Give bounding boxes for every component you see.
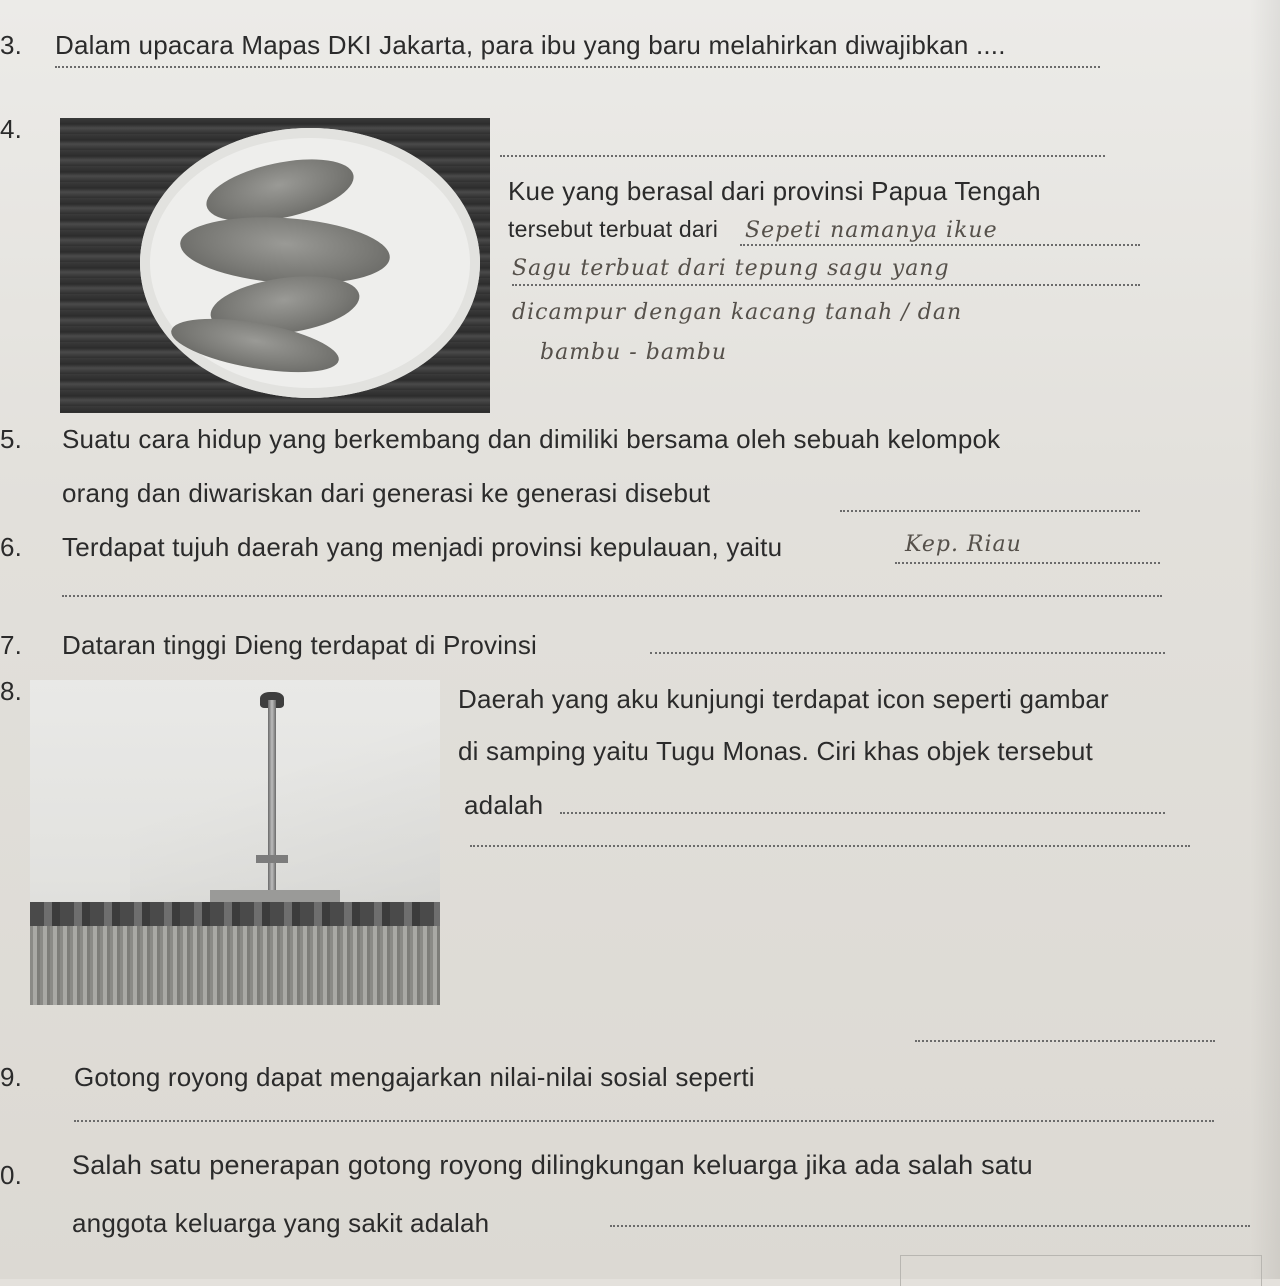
q8-text-line3: adalah (464, 790, 544, 820)
q6-answer-line (895, 562, 1160, 564)
q8-text-line2: di samping yaitu Tugu Monas. Ciri khas objek tersebut (458, 736, 1093, 766)
q10-number: 0. (0, 1160, 23, 1190)
monas-photo (30, 680, 440, 1005)
q6-text: Terdapat tujuh daerah yang menjadi provinsi kepulauan, yaitu (62, 532, 783, 562)
page-edge-shadow (1250, 0, 1280, 1279)
q5-number: 5. (0, 424, 23, 454)
q9-answer-line (915, 1040, 1215, 1042)
q8-answer-line (560, 812, 1165, 814)
q10-text-line2: anggota keluarga yang sakit adalah (72, 1208, 490, 1238)
sky (130, 680, 440, 920)
q6-answer-line (62, 595, 1162, 597)
q4-top-line (500, 155, 1105, 157)
monas-cup (256, 855, 288, 863)
q5-text-line1: Suatu cara hidup yang berkembang dan dimiliki bersama oleh sebuah kelompok (62, 424, 1001, 454)
q7-text: Dataran tinggi Dieng terdapat di Provinsi (62, 630, 538, 660)
q3-answer-line (55, 66, 1100, 68)
q3-text: Dalam upacara Mapas DKI Jakarta, para ibu yang baru melahirkan diwajibkan .... (55, 30, 1006, 60)
q8-number: 8. (0, 676, 23, 706)
q4-handwriting-line3: dicampur dengan kacang tanah / dan (512, 300, 963, 325)
q4-number: 4. (0, 114, 23, 144)
q4-handwriting-line4: bambu - bambu (540, 340, 728, 365)
q4-text-line1: Kue yang berasal dari provinsi Papua Tengah (508, 176, 1041, 206)
q8-answer-line (470, 845, 1190, 847)
q9-number: 9. (0, 1062, 23, 1092)
q7-number: 7. (0, 630, 23, 660)
q7-answer-line (650, 652, 1165, 654)
grass-field (30, 926, 440, 1005)
q10-answer-line (610, 1225, 1250, 1227)
tree-line (30, 902, 440, 928)
q9-text: Gotong royong dapat mengajarkan nilai-nilai sosial seperti (74, 1062, 755, 1092)
q4-handwriting-line1: Sepeti namanya ikue (745, 218, 998, 243)
q10-text-line1: Salah satu penerapan gotong royong dilingkungan keluarga jika ada salah satu (72, 1150, 1033, 1180)
q5-text-line2: orang dan diwariskan dari generasi ke generasi disebut (62, 478, 711, 508)
q5-answer-line (840, 510, 1140, 512)
cake-photo (60, 118, 490, 413)
q9-answer-line (74, 1120, 1214, 1122)
q4-answer-line (512, 284, 1140, 286)
answer-box (900, 1255, 1262, 1286)
q6-handwriting: Kep. Riau (905, 532, 1022, 557)
q8-text-line1: Daerah yang aku kunjungi terdapat icon seperti gambar (458, 684, 1109, 714)
q3-number: 3. (0, 30, 23, 60)
q4-text-line2: tersebut terbuat dari (508, 216, 719, 242)
q4-answer-line (740, 244, 1140, 246)
q4-handwriting-line2: Sagu terbuat dari tepung sagu yang (512, 256, 950, 281)
q6-number: 6. (0, 532, 23, 562)
monas-tower (268, 700, 276, 900)
